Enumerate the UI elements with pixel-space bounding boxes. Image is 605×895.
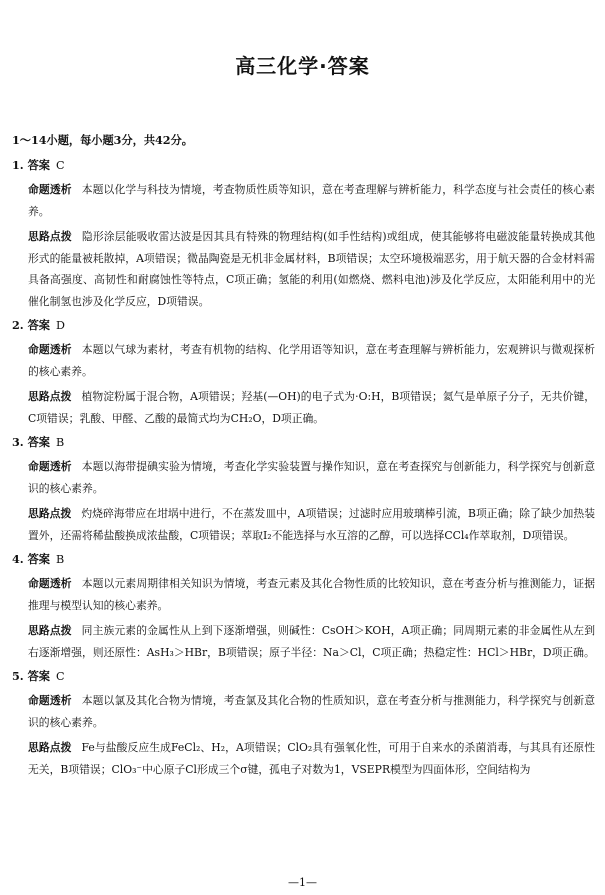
answer-value: D xyxy=(55,319,65,332)
question-2 xyxy=(12,317,595,429)
analysis-label: 命题透析 xyxy=(28,183,72,196)
hint-paragraph xyxy=(12,620,595,663)
question-number: 4. xyxy=(12,552,24,566)
question-1 xyxy=(12,157,595,312)
analysis-label: 命题透析 xyxy=(28,343,72,356)
hint-label: 思路点拨 xyxy=(28,624,72,637)
question-number: 1. xyxy=(12,158,24,172)
answer-value: B xyxy=(55,436,65,449)
analysis-text: 本题以海带提碘实验为情境，考查化学实验装置与操作知识，意在考查探究与创新能力，科学探究与创新意识的核心素养。 xyxy=(28,460,596,495)
analysis-text: 本题以氯及其化合物为情境，考查氯及其化合物的性质知识，意在考查分析与推测能力，科学探究与创新意识的核心素养。 xyxy=(28,694,596,729)
hint-label: 思路点拨 xyxy=(28,741,72,754)
question-5 xyxy=(12,668,595,780)
answer-value: C xyxy=(55,670,65,683)
answer-line xyxy=(12,434,595,450)
question-3 xyxy=(12,434,595,546)
hint-text: 隐形涂层能吸收雷达波是因其具有特殊的物理结构(如手性结构)或组成，使其能够将电磁波能量转换成其他形式的能量被耗散掉，A项错误；微晶陶瓷是无机非金属材料，B项错误；太空环境极端恶劣，用于航天器的合金材料需具备高强度、高韧性和耐腐蚀性等特点，C项正确；氢能的利用(如燃烧、燃料电池)涉及化学反应，太阳能利用中的光催化制氢也涉及化学反应，D项错误。 xyxy=(28,230,596,308)
answer-value: B xyxy=(55,553,65,566)
question-4 xyxy=(12,551,595,663)
hint-label: 思路点拨 xyxy=(28,230,72,243)
analysis-label: 命题透析 xyxy=(28,577,72,590)
question-number: 3. xyxy=(12,435,24,449)
analysis-paragraph xyxy=(12,690,595,733)
analysis-text: 本题以气球为素材，考查有机物的结构、化学用语等知识，意在考查理解与辨析能力，宏观辨识与微观探析的核心素养。 xyxy=(28,343,596,378)
answer-label: 答案 xyxy=(27,318,50,332)
hint-label: 思路点拨 xyxy=(28,507,72,520)
answer-line xyxy=(12,317,595,333)
analysis-label: 命题透析 xyxy=(28,460,72,473)
page-title: 高三化学·答案 xyxy=(235,54,370,78)
answer-label: 答案 xyxy=(27,552,50,566)
hint-paragraph xyxy=(12,386,595,429)
answer-value: C xyxy=(55,159,65,172)
section-intro: 1～14小题，每小题3分，共42分。 xyxy=(12,133,193,147)
hint-paragraph xyxy=(12,503,595,546)
analysis-paragraph xyxy=(12,573,595,616)
analysis-label: 命题透析 xyxy=(28,694,72,707)
hint-label: 思路点拨 xyxy=(28,390,72,403)
hint-paragraph xyxy=(12,737,595,780)
hint-paragraph xyxy=(12,226,595,312)
answer-line xyxy=(12,668,595,684)
hint-text: Fe与盐酸反应生成FeCl₂、H₂，A项错误；ClO₂具有强氧化性，可用于自来水的杀菌消毒，与其具有还原性无关，B项错误；ClO₃⁻中心原子Cl形成三个σ键，孤电子对数为1，VSEPR模型为四面体形，空间结构为 xyxy=(28,741,596,776)
answer-label: 答案 xyxy=(27,435,50,449)
answer-line xyxy=(12,157,595,173)
page-number: —1— xyxy=(288,876,317,889)
analysis-paragraph xyxy=(12,456,595,499)
answer-line xyxy=(12,551,595,567)
answer-label: 答案 xyxy=(27,669,50,683)
analysis-text: 本题以化学与科技为情境，考查物质性质等知识，意在考查理解与辨析能力，科学态度与社会责任的核心素养。 xyxy=(28,183,596,218)
hint-text: 植物淀粉属于混合物，A项错误；羟基(—OH)的电子式为·O:H，B项错误；氦气是单原子分子，无共价键，C项错误；乳酸、甲醛、乙酸的最简式均为CH₂O，D项正确。 xyxy=(28,390,596,425)
hint-text: 同主族元素的金属性从上到下逐渐增强，则碱性：CsOH＞KOH，A项正确；同周期元素的非金属性从左到右逐渐增强，则还原性：AsH₃＞HBr，B项错误；原子半径：Na＞Cl，C项正确；热稳定性：HCl＞HBr，D项正确。 xyxy=(28,624,596,659)
question-number: 2. xyxy=(12,318,24,332)
analysis-paragraph xyxy=(12,179,595,222)
analysis-paragraph xyxy=(12,339,595,382)
hint-text: 灼烧碎海带应在坩埚中进行，不在蒸发皿中，A项错误；过滤时应用玻璃棒引流，B项正确；除了缺少加热装置外，还需将稀盐酸换成浓盐酸，C项错误；萃取I₂不能选择与水互溶的乙醇，可以选择CCl₄作萃取剂，D项错误。 xyxy=(28,507,596,542)
question-number: 5. xyxy=(12,669,24,683)
answer-label: 答案 xyxy=(27,158,50,172)
analysis-text: 本题以元素周期律相关知识为情境，考查元素及其化合物性质的比较知识，意在考查分析与推测能力，证据推理与模型认知的核心素养。 xyxy=(28,577,596,612)
answer-content xyxy=(12,132,595,785)
